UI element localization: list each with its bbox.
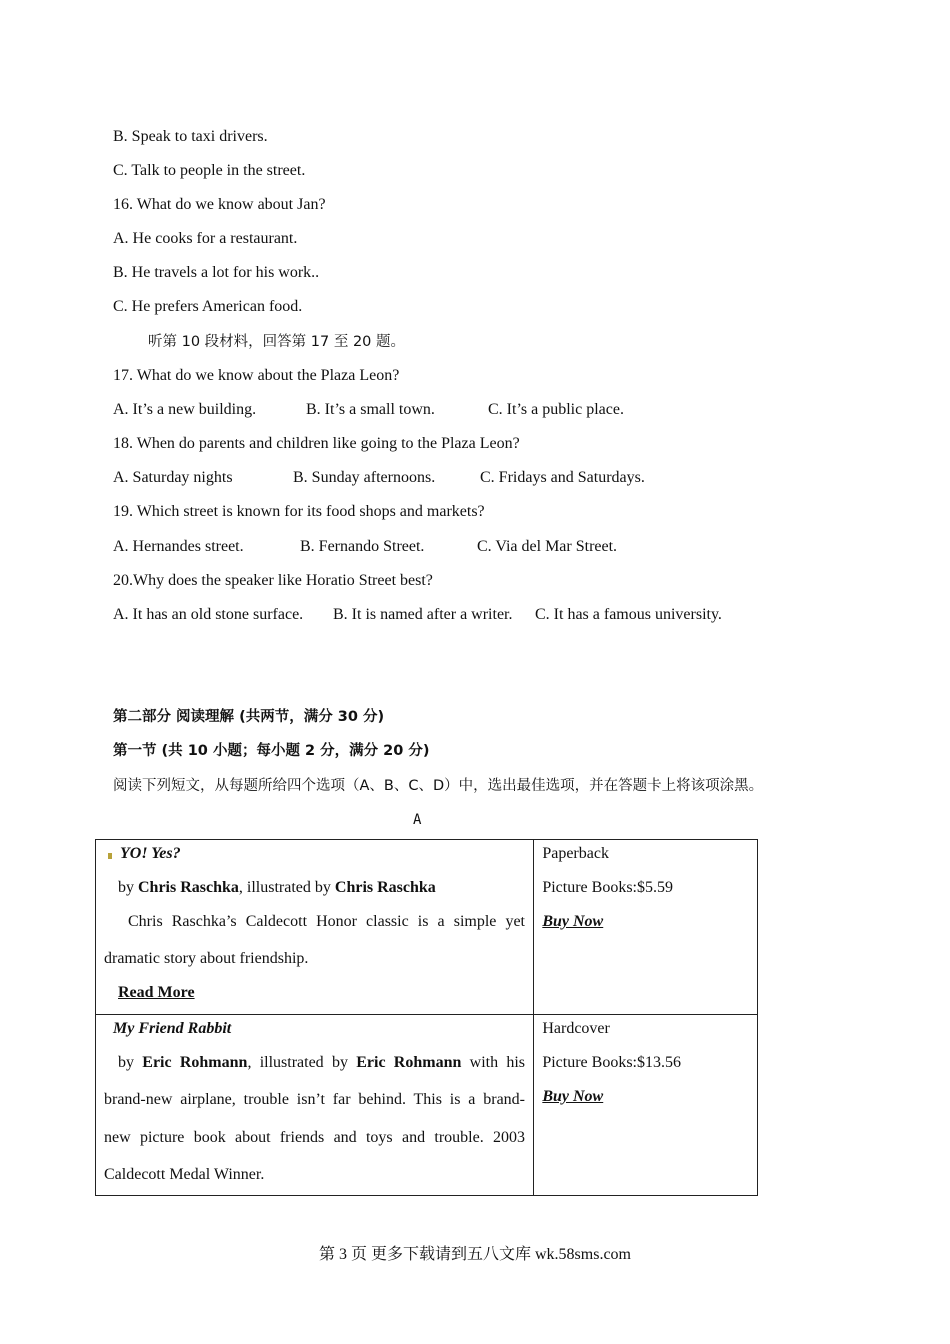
q16-option-a: A. He cooks for a restaurant.: [113, 230, 298, 247]
page-footer: 第 3 页 更多下载请到五八文库 wk.58sms.com: [318, 1246, 631, 1263]
section-one-title: 第一节 (共 10 小题；每小题 2 分，满分 20 分): [113, 743, 430, 759]
q20-question: 20.Why does the speaker like Horatio Street best?: [113, 572, 433, 589]
book-2-illustrator: Eric Rohmann: [356, 1054, 462, 1071]
book-1-title-line: [108, 844, 181, 864]
passage-label: A: [413, 812, 422, 828]
q18-option-c: C. Fridays and Saturdays.: [480, 469, 645, 486]
q16-question: 16. What do we know about Jan?: [113, 196, 326, 213]
book-2-credits: [118, 1053, 525, 1073]
q20-option-b: B. It is named after a writer.: [333, 606, 513, 623]
book-1-author: Chris Raschka: [138, 879, 239, 896]
book-1-desc-line-1: Chris Raschka’s Caldecott Honor classic is a simple yet: [128, 913, 525, 930]
book-1-format: Paperback: [542, 845, 609, 862]
q16-option-b: B. He travels a lot for his work..: [113, 264, 320, 281]
q18-option-b: B. Sunday afternoons.: [293, 469, 436, 486]
book-1-illustrated-by: , illustrated by: [238, 879, 331, 896]
book-2-desc-line-2: new picture book about friends and toys and trouble. 2003: [104, 1129, 525, 1146]
read-more-link[interactable]: Read More: [118, 984, 195, 1001]
book-table: [95, 839, 758, 1196]
book-2-desc-line-3: Caldecott Medal Winner.: [104, 1166, 265, 1183]
book-1-title: YO! Yes?: [120, 845, 181, 862]
q19-option-a: A. Hernandes street.: [113, 538, 244, 555]
table-row: [96, 840, 758, 1015]
book-1-illustrator: Chris Raschka: [334, 879, 436, 896]
table-row: [96, 1015, 758, 1196]
q17-question: 17. What do we know about the Plaza Leon?: [113, 367, 400, 384]
book-2-author: Eric Rohmann: [142, 1054, 248, 1071]
book-2-purchase-cell: [534, 1015, 758, 1196]
book-2-desc-line-1: brand-new airplane, trouble isn’t far behind. This is a brand-: [104, 1091, 525, 1108]
reading-instructions: 阅读下列短文，从每题所给四个选项（A、B、C、D）中，选出最佳选项，并在答题卡上将该项涂黑。: [113, 778, 764, 794]
bullet-marker-icon: [108, 853, 112, 859]
book-1-credits: [118, 878, 436, 898]
q18-question: 18. When do parents and children like going to the Plaza Leon?: [113, 435, 520, 452]
instruction-material-10: 听第 10 段材料，回答第 17 至 20 题。: [148, 334, 406, 350]
q20-option-a: A. It has an old stone surface.: [113, 606, 304, 623]
book-2-with-his: with his: [469, 1054, 526, 1071]
q19-option-c: C. Via del Mar Street.: [477, 538, 618, 555]
q15-option-c: C. Talk to people in the street.: [113, 162, 306, 179]
book-1-price: Picture Books:$5.59: [542, 879, 673, 896]
q18-option-a: A. Saturday nights: [113, 469, 233, 486]
q17-option-b: B. It’s a small town.: [306, 401, 435, 418]
book-1-purchase-cell: [534, 840, 758, 1015]
q20-option-c: C. It has a famous university.: [535, 606, 722, 623]
q16-option-c: C. He prefers American food.: [113, 298, 303, 315]
part-two-title: 第二部分 阅读理解 (共两节，满分 30 分): [113, 709, 385, 725]
book-2-buy-now-link[interactable]: Buy Now: [542, 1088, 604, 1105]
book-2-illustrated-by: , illustrated by: [247, 1054, 348, 1071]
book-2-details-cell: [96, 1015, 534, 1196]
q19-question: 19. Which street is known for its food shops and markets?: [113, 503, 485, 520]
q19-option-b: B. Fernando Street.: [300, 538, 425, 555]
book-1-buy-now-link[interactable]: Buy Now: [542, 913, 604, 930]
book-2-by: by: [118, 1054, 134, 1071]
q15-option-b: B. Speak to taxi drivers.: [113, 128, 268, 145]
book-2-price: Picture Books:$13.56: [542, 1054, 681, 1071]
book-1-details-cell: [96, 840, 534, 1015]
book-1-by: by: [118, 879, 134, 896]
q17-option-c: C. It’s a public place.: [488, 401, 624, 418]
q17-option-a: A. It’s a new building.: [113, 401, 257, 418]
book-2-format: Hardcover: [542, 1020, 610, 1037]
book-2-title: My Friend Rabbit: [113, 1020, 232, 1037]
book-1-desc-line-2: dramatic story about friendship.: [104, 950, 309, 967]
